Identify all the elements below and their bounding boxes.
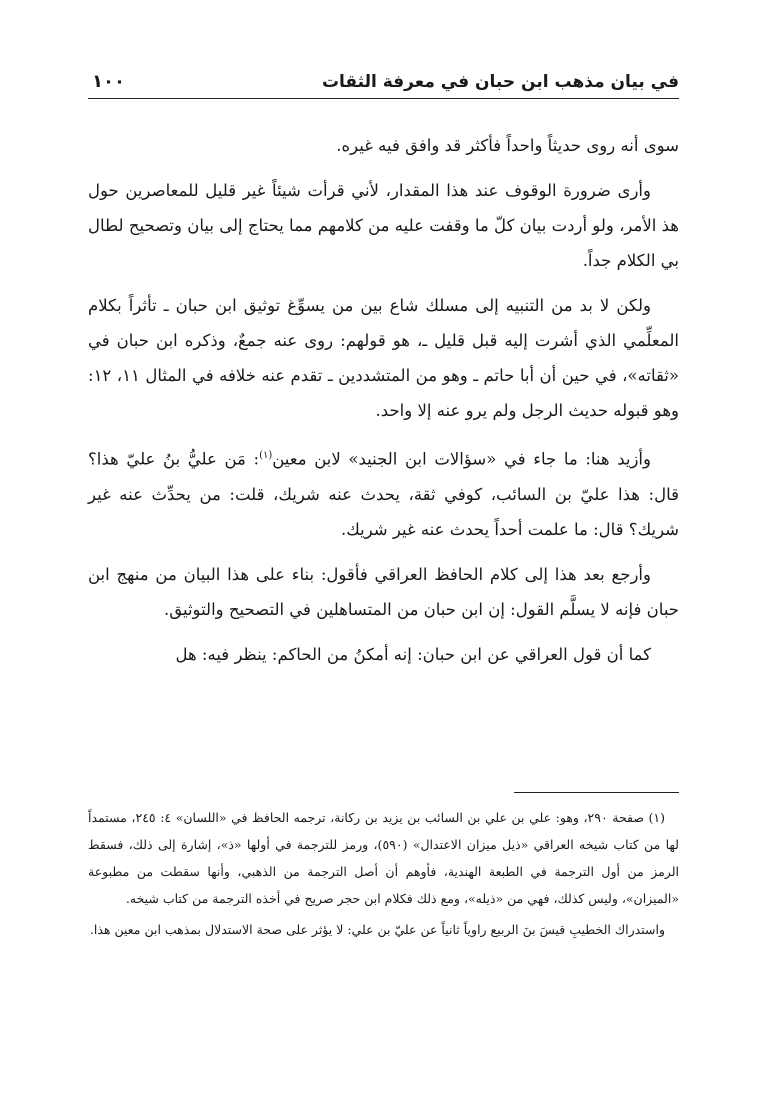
footnote-divider (514, 792, 679, 793)
page-number: ١٠٠ (92, 71, 125, 92)
running-title: في بيان مذهب ابن حبان في معرفة الثقات (321, 72, 679, 92)
footnote: (١) صفحة ٢٩٠، وهو: علي بن علي بن السائب بن يزيد بن ركانة، ترجمه الحافظ في «اللسان» ٤: ٢٤٥، مستمداً لها من كتاب شيخه العراقي «ذيل ميزان الاعتدال» (٥٩٠)، ورمز للترجمة في أولها «ذ»، إشارة إلى ذلك، فسقط الرمز من أول الترجمة في الطبعة الهندية، فأوهم أن أصل الترجمة من الذهبي، وأنها سقطت من مطبوعة «الميزان»، وليس كذلك، فهي من «ذيله»، ومع ذلك فكلام ابن حجر صريح في أخذه الترجمة من كتاب شيخه. (88, 810, 679, 906)
footnotes (88, 804, 679, 947)
footnote: واستدراك الخطيبِ قيسَ بنَ الربيع راوياً ثانياً عن عليّ بن علي: لا يؤثر على صحة الاستدلال بمذهب ابن معين هذا. (89, 922, 665, 937)
paragraph-text: : مَن عليُّ بنُ عليّ هذا؟ قال: هذا عليّ بن السائب، كوفي ثقة، يحدث عنه شريك، قلت: من يحدِّث عنه غير شريك؟ قال: ما علمت أحداً يحدث عنه غير شريك. (88, 449, 679, 539)
paragraph: وأرى ضرورة الوقوف عند هذا المقدار، لأني قرأت شيئاً غير قليل للمعاصرين حول هذ الأمر، ولو أردت بيان كلّ ما وقفت عليه من كلامهم مما يحتاج إلى بيان وتصحيح لطال بي الكلام جداً. (88, 181, 679, 270)
paragraph-text: وأزيد هنا: ما جاء في «سؤالات ابن الجنيد» لابن معين (272, 449, 651, 469)
main-text (88, 128, 679, 682)
page-header (88, 58, 679, 99)
paragraph: ولكن لا بد من التنبيه إلى مسلك شاع بين من يسوِّغ توثيق ابن حبان ـ تأثراً بكلام المعلِّمي الذي أشرت إليه قبل قليل ـ، هو قولهم: روى عنه جمعٌ، وذكره ابن حبان في «ثقاته»، في حين أن أبا حاتم ـ وهو من المتشددين ـ تقدم عنه خلافه في المثال ١١، ١٢: وهو قبوله حديث الرجل ولم يرو عنه إلا واحد. (88, 296, 679, 420)
paragraph: وأرجع بعد هذا إلى كلام الحافظ العراقي فأقول: بناء على هذا البيان من منهج ابن حبان فإنه لا يسلَّم القول: إن ابن حبان من المتساهلين في التصحيح والتوثيق. (88, 564, 679, 619)
paragraph: كما أن قول العراقي عن ابن حبان: إنه أمكنُ من الحاكم: ينظر فيه: هل (175, 644, 651, 664)
paragraph: سوى أنه روى حديثاً واحداً فأكثر قد وافق فيه غيره. (336, 136, 679, 155)
footnote-marker[interactable]: (١) (259, 450, 273, 461)
paragraph-with-footnote (88, 438, 679, 547)
